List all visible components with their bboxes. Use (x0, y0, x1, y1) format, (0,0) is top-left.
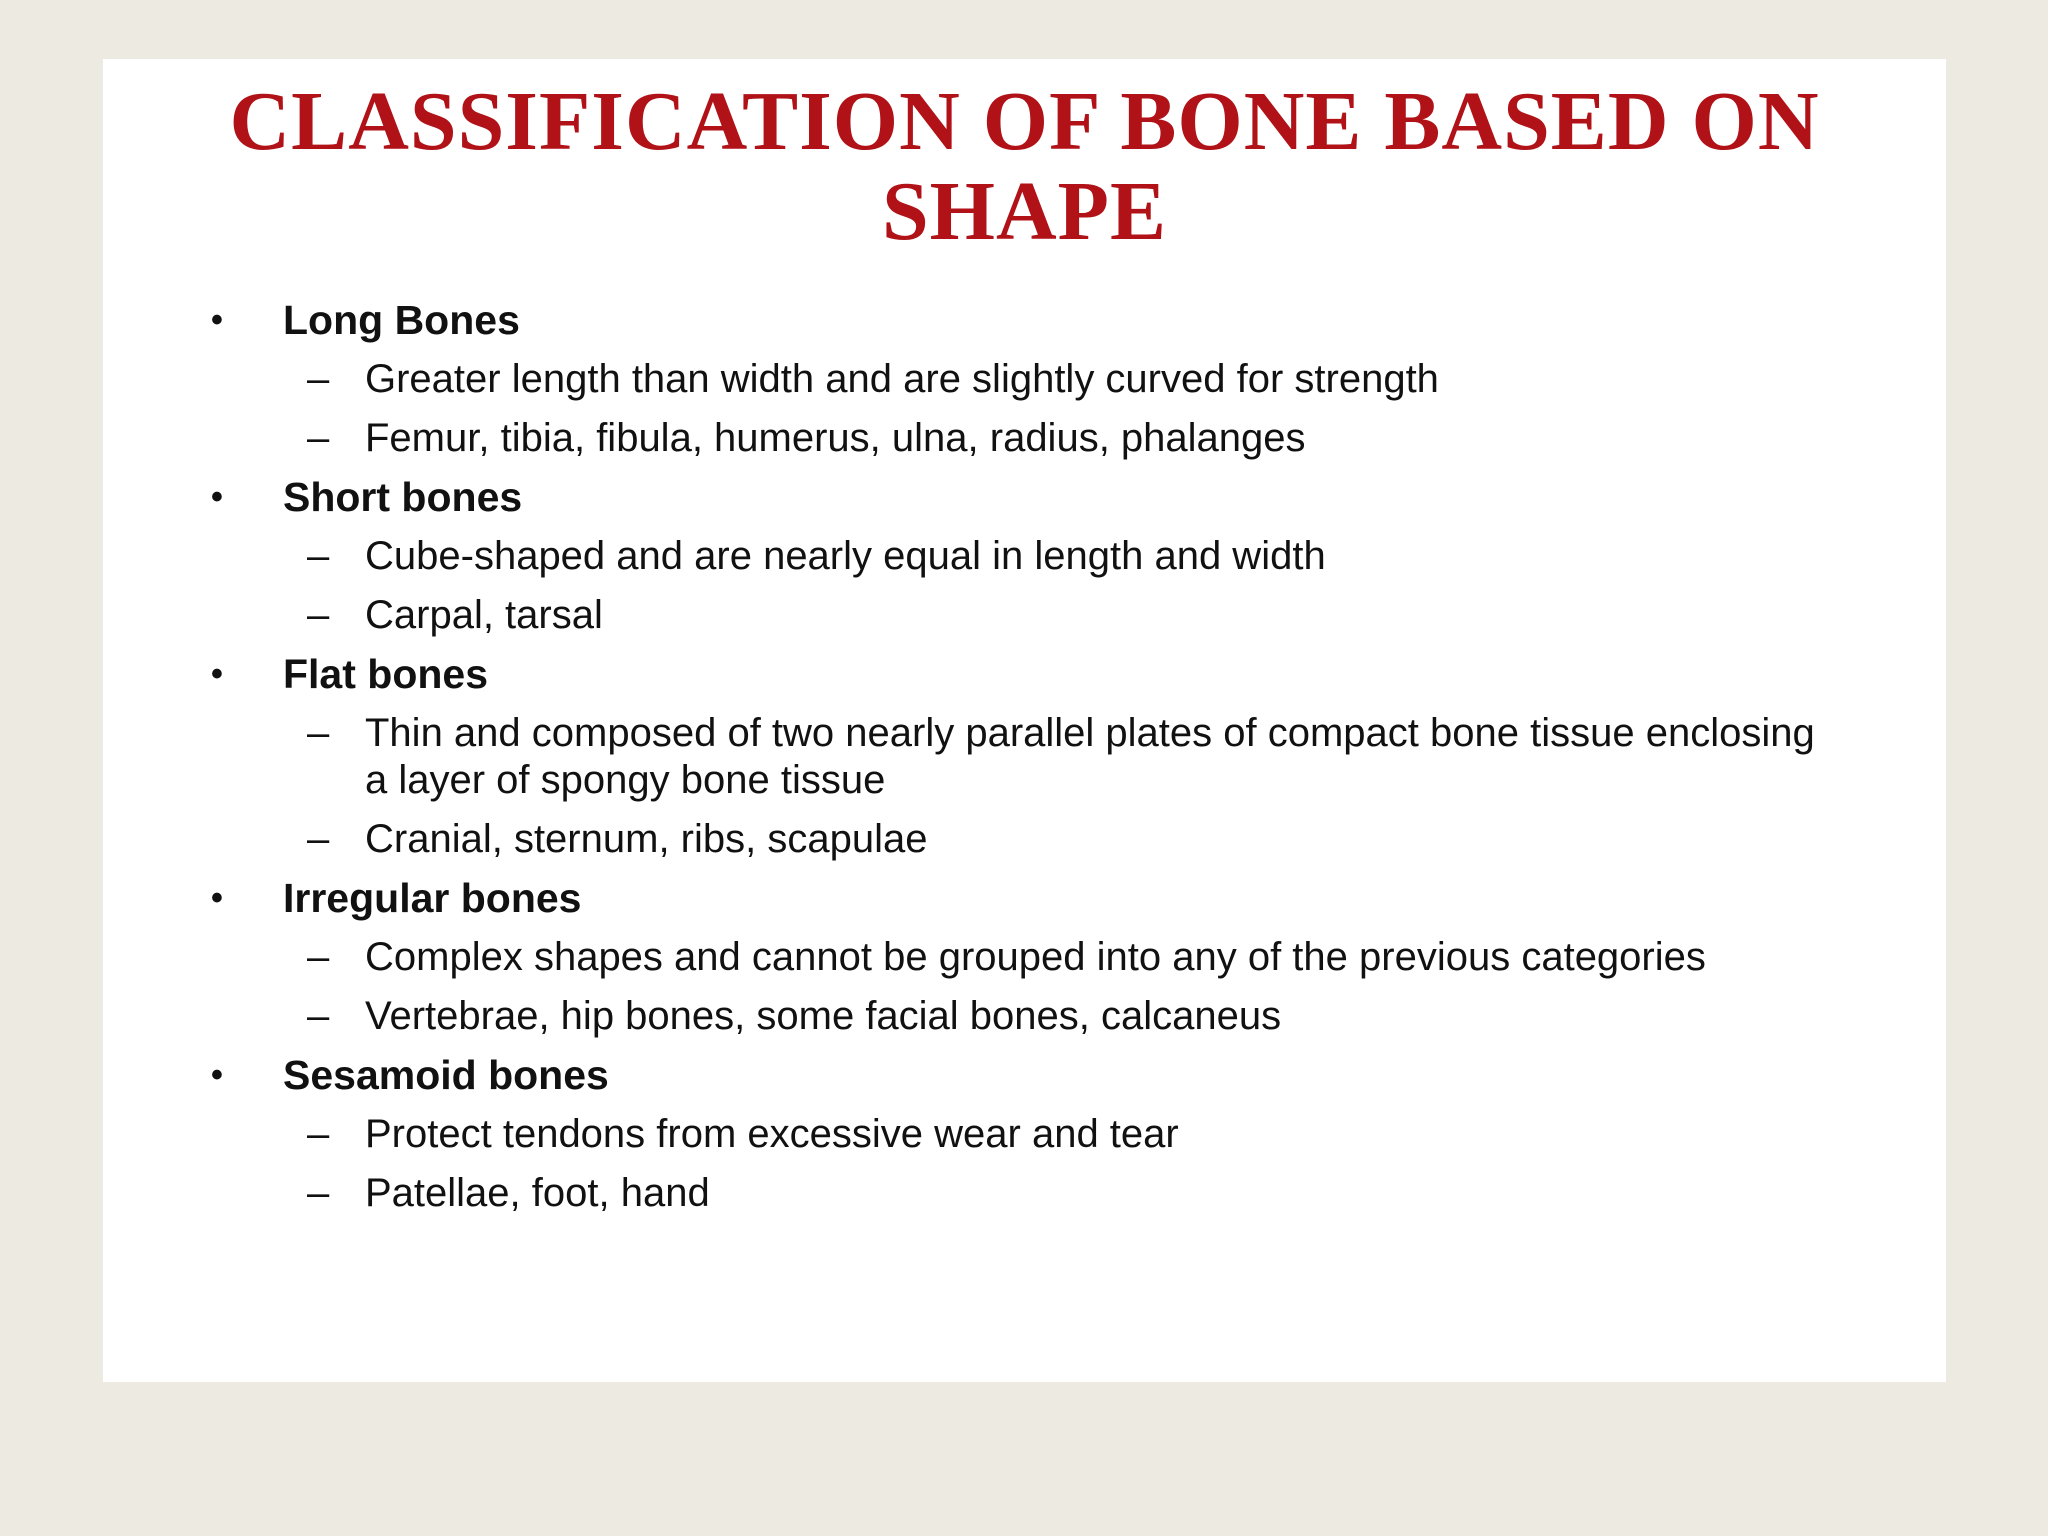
sub-point (203, 586, 1843, 645)
dash-mark: – (307, 534, 330, 578)
bullet-list (203, 291, 1843, 1223)
bullet-dot: • (211, 301, 223, 339)
bullet-dot: • (211, 478, 223, 516)
bullet-heading: Long Bones (283, 297, 520, 343)
sub-point (203, 1164, 1843, 1223)
dash-mark: – (307, 416, 330, 460)
sub-point (203, 1105, 1843, 1164)
sub-point (203, 350, 1843, 409)
bullet-long-bones (203, 291, 1843, 350)
sub-point (203, 810, 1843, 869)
bullet-heading: Irregular bones (283, 875, 582, 921)
sub-point-text: Femur, tibia, fibula, humerus, ulna, radius, phalanges (365, 416, 1306, 460)
sub-point (203, 409, 1843, 468)
bullet-heading: Short bones (283, 474, 523, 520)
dash-mark: – (307, 935, 330, 979)
bullet-short-bones (203, 468, 1843, 527)
bullet-heading: Sesamoid bones (283, 1052, 609, 1098)
sub-point (203, 987, 1843, 1046)
slide-title (103, 77, 1946, 257)
dash-mark: – (307, 1171, 330, 1215)
sub-point (203, 704, 1843, 810)
sub-point-text: Cube-shaped and are nearly equal in length and width (365, 534, 1326, 578)
sub-point-text: Complex shapes and cannot be grouped into any of the previous categories (365, 935, 1706, 979)
bullet-dot: • (211, 879, 223, 917)
dash-mark: – (307, 357, 330, 401)
dash-mark: – (307, 1112, 330, 1156)
title-line-1: CLASSIFICATION OF BONE BASED ON (229, 75, 1820, 168)
bullet-flat-bones (203, 645, 1843, 704)
bullet-dot: • (211, 655, 223, 693)
sub-point-text: Vertebrae, hip bones, some facial bones, calcaneus (365, 994, 1282, 1038)
bullet-irregular-bones (203, 869, 1843, 928)
sub-point-text: Protect tendons from excessive wear and tear (365, 1112, 1179, 1156)
dash-mark: – (307, 593, 330, 637)
bullet-dot: • (211, 1056, 223, 1094)
bullet-sesamoid-bones (203, 1046, 1843, 1105)
dash-mark: – (307, 817, 330, 861)
bullet-heading: Flat bones (283, 651, 489, 697)
dash-mark: – (307, 994, 330, 1038)
sub-point-text: Patellae, foot, hand (365, 1171, 710, 1215)
dash-mark: – (307, 711, 330, 755)
sub-point-text: Carpal, tarsal (365, 593, 603, 637)
sub-point (203, 928, 1843, 987)
sub-point-text: Greater length than width and are slightly curved for strength (365, 357, 1439, 401)
sub-point (203, 527, 1843, 586)
slide-panel (103, 59, 1946, 1382)
sub-point-text: Thin and composed of two nearly parallel plates of compact bone tissue enclosing a layer of spongy bone tissue (365, 711, 1815, 802)
title-line-2: SHAPE (881, 165, 1168, 258)
sub-point-text: Cranial, sternum, ribs, scapulae (365, 817, 928, 861)
